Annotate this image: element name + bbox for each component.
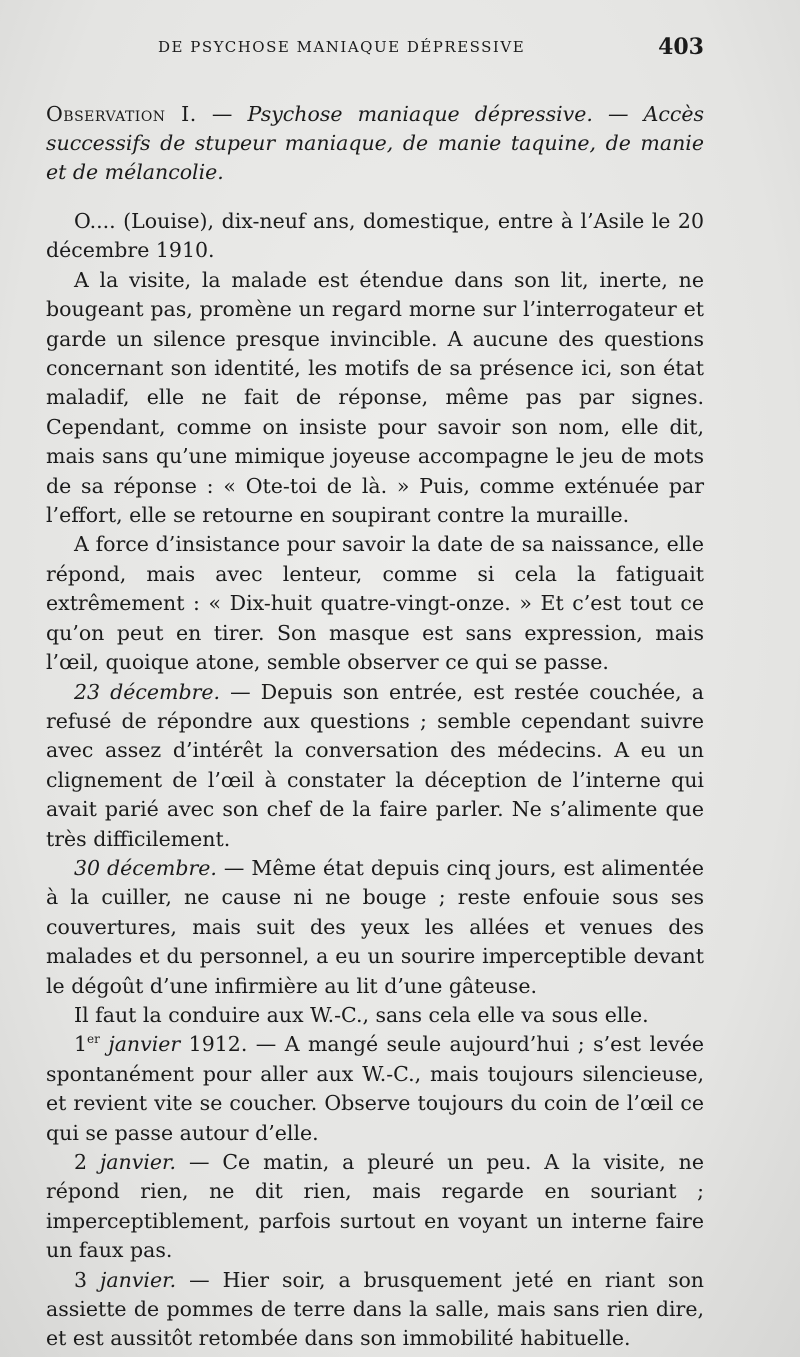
entry-day: 3 [74, 1267, 88, 1292]
observation-label: Observation I. [46, 102, 197, 126]
paragraph-admission: O.... (Louise), dix-neuf ans, domestique, entre à l’Asile le 20 décembre 1910. [46, 209, 704, 263]
paragraph-visit: A la visite, la malade est étendue dans son lit, inerte, ne bougeant pas, promène un regard morne sur l’interrogateur et garde un silence presque invincible. A aucune des questions concernant son identité, les motifs de sa présence ici, son état maladif, elle ne fait de réponse, même pas par signes. Cependant, comme on insiste pour savoir son nom, elle dit, mais sans qu’une mimique joyeuse accompagne le jeu de mots de sa réponse : « Ote-toi de là. » Puis, comme exténuée par l’effort, elle se retourne en soupirant contre la muraille. [46, 267, 704, 528]
entry-date: janvier. [99, 1150, 177, 1174]
entry-date: janvier. [100, 1267, 177, 1292]
entry-23-decembre [46, 678, 704, 854]
entry-3-janvier [46, 1266, 704, 1354]
entry-text: — Ce matin, a pleuré un peu. A la visite, ne répond rien, ne dit rien, mais regarde en souriant ; imperceptiblement, parfois surtout en voyant un interne faire un faux pas. [46, 1150, 704, 1263]
entry-date: 30 décembre. [74, 855, 217, 880]
entry-date: 23 décembre. [74, 679, 221, 704]
entry-30-decembre [46, 854, 704, 1001]
paragraph-birthdate: A force d’insistance pour savoir la date de sa naissance, elle répond, mais avec lenteur, comme si cela la fatiguait extrêmement : « Dix-huit quatre-vingt-onze. » Et c’est tout ce qu’on peut en tirer. Son masque est sans expression, mais l’œil, quoique atone, semble observer ce qui se passe. [46, 532, 704, 675]
paragraph-wc: Il faut la conduire aux W.-C., sans cela elle va sous elle. [74, 1002, 649, 1027]
entry-2-janvier [46, 1148, 704, 1266]
page-header [46, 34, 704, 64]
observation-title: Psychose maniaque dépressive. — Accès successifs de stupeur maniaque, de manie taquine, de manie et de mélancolie. [46, 102, 704, 184]
entry-day: 1 [74, 1032, 88, 1057]
entry-day: 2 [74, 1150, 88, 1174]
observation-separator: — [196, 102, 248, 126]
entry-text: 1912. — A mangé seule aujourd’hui ; s’est levée spontanément pour aller aux W.-C., mais toujours silencieuse, et revient vite se coucher. Observe toujours du coin de l’œil ce qui se passe autour d’elle. [46, 1032, 704, 1145]
entry-date: janvier [108, 1032, 181, 1057]
entry-text: — Depuis son entrée, est restée couchée, a refusé de répondre aux questions ; semble cependant suivre avec assez d’intérêt la conversation des médecins. A eu un clignement de l’œil à constater la déception de l’interne qui avait parié avec son chef de la faire parler. Ne s’alimente que très difficilement. [46, 679, 705, 851]
running-title: DE PSYCHOSE MANIAQUE DÉPRESSIVE [158, 38, 526, 56]
observation-heading [46, 100, 704, 187]
page-body [46, 100, 704, 1354]
entry-1-janvier [46, 1030, 704, 1148]
page-number: 403 [658, 34, 704, 60]
entry-text: — Même état depuis cinq jours, est alimentée à la cuiller, ne cause ni ne bouge ; reste enfouie sous ses couvertures, mais suit des yeux les allées et venues des malades et du personnel, a eu un sourire imperceptible devant le dégoût d’une infirmière au lit d’une gâteuse. [46, 855, 704, 998]
entry-day-suffix: er [87, 1032, 100, 1047]
entry-text: — Hier soir, a brusquement jeté en riant son assiette de pommes de terre dans la salle, mais sans rien dire, et est aussitôt retombée dans son immobilité habituelle. [46, 1267, 704, 1351]
